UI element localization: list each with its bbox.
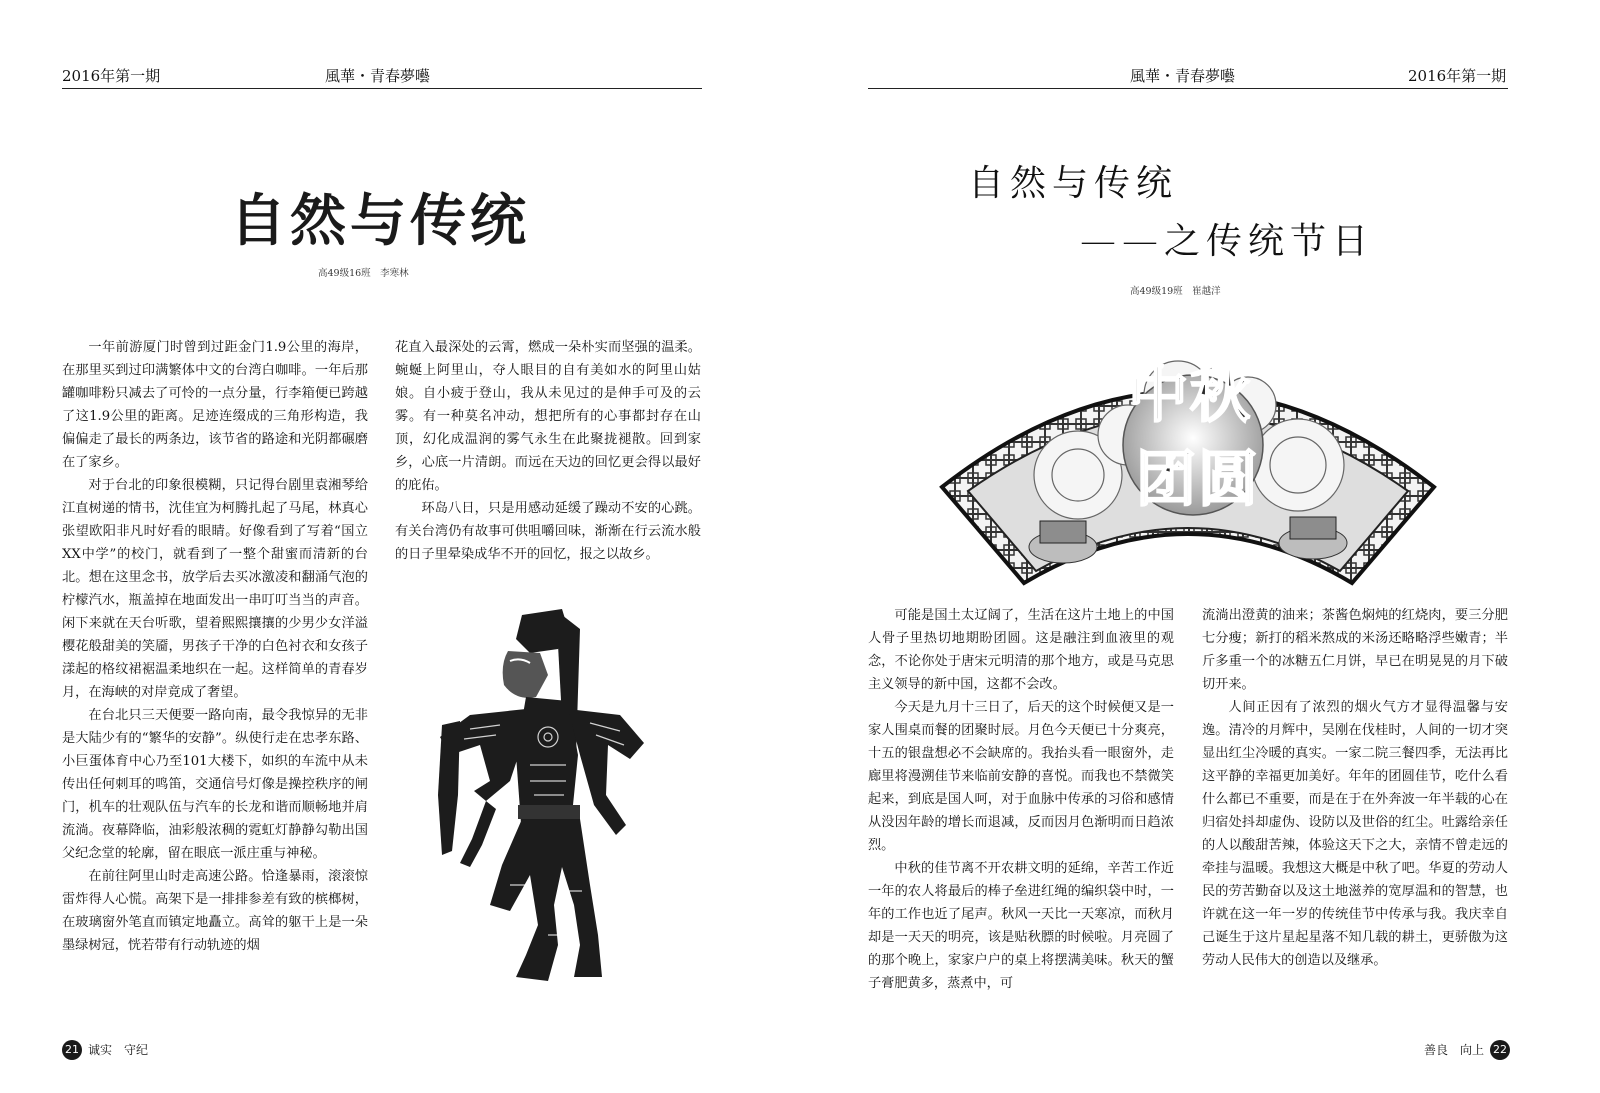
paragraph: 中秋的佳节离不开农耕文明的延绵，辛苦工作近一年的农人将最后的棒子垒进红绳的编织袋中时，一年的工作也近了尾声。秋风一天比一天寒凉，而秋月却是一天天的明亮，该是贴秋膘的时候啦。月亮圆了的那个晚上，家家户户的桌上将摆满美味。秋天的蟹子膏肥黄多，蒸煮中，可 xyxy=(868,861,1174,991)
paragraph: 在台北只三天便要一路向南，最令我惊异的无非是大陆少有的“繁华的安静”。纵使行走在忠孝东路、小巨蛋体育中心乃至101大楼下，如织的车流中从未传出任何刺耳的鸣笛，交通信号灯像是操控秩序的闸门，机车的壮观队伍与汽车的长龙和谐而顺畅地并肩流淌。夜幕降临，油彩般浓稠的霓虹灯静静勾勒出国父纪念堂的轮廓，留在眼底一派庄重与神秘。 xyxy=(62,708,368,861)
text-column-2 xyxy=(1202,604,1508,972)
shadow-puppet-illustration xyxy=(430,605,660,985)
paragraph: 环岛八日，只是用感动延缓了躁动不安的心跳。有关台湾仍有故事可供咀嚼回味，渐渐在行云流水般的日子里晕染成华不开的回忆，报之以故乡。 xyxy=(395,501,701,562)
header-rule xyxy=(62,88,702,89)
page-number: 22 xyxy=(1490,1040,1510,1060)
paragraph: 花直入最深处的云霄，燃成一朵朴实而坚强的温柔。蜿蜒上阿里山，夺人眼目的自有美如水的阿里山姑娘。自小疲于登山，我从未见过的是伸手可及的云雾。有一种莫名冲动，想把所有的心事都封存在山顶，幻化成温润的雾气永生在此聚拢褪散。回到家乡，心底一片清朗。而远在天边的回忆更会得以最好的庇佑。 xyxy=(395,340,701,493)
text-column-2 xyxy=(395,336,701,566)
footer-motto: 诚实 守纪 xyxy=(88,1043,149,1057)
issue-label: 2016年第一期 xyxy=(62,67,161,85)
column-name: 風華・青春夢囈 xyxy=(1130,67,1236,85)
column-name: 風華・青春夢囈 xyxy=(325,67,431,85)
footer-motto: 善良 向上 xyxy=(1423,1043,1484,1057)
page-footer xyxy=(1424,1040,1510,1060)
page-footer xyxy=(62,1040,148,1060)
header-rule xyxy=(868,88,1508,89)
paragraph: 在前往阿里山时走高速公路。恰逢暴雨，滚滚惊雷炸得人心慌。高架下是一排排参差有致的槟榔树，在玻璃窗外笔直而镇定地矗立。高耸的躯干上是一朵墨绿树冠，恍若带有行动轨迹的烟 xyxy=(62,869,368,953)
right-page xyxy=(800,0,1600,1093)
page-number: 21 xyxy=(62,1040,82,1060)
article-subtitle: ——之传统节日 xyxy=(1080,221,1375,262)
byline: 高49级16班 李寒林 xyxy=(318,268,409,279)
paragraph: 今天是九月十三日了，后天的这个时候便又是一家人围桌而餐的团聚时辰。月色今天便已十分爽亮，十五的银盘想必不会缺席的。我抬头看一眼窗外，走廊里将漫溯佳节来临前安静的喜悦。而我也不禁微笑起来，到底是国人呵，对于血脉中传承的习俗和感情从没因年龄的增长而退减，反而因月色渐明而日趋浓烈。 xyxy=(868,700,1174,853)
byline: 高49级19班 崔越洋 xyxy=(1130,286,1221,297)
fan-heading-1: 中秋 xyxy=(1128,361,1252,431)
mid-autumn-fan-illustration xyxy=(928,325,1448,590)
issue-label: 2016年第一期 xyxy=(1408,67,1507,85)
fan-heading-2: 团圆 xyxy=(1136,445,1260,515)
text-column-1 xyxy=(868,604,1174,995)
text-column-1 xyxy=(62,336,368,957)
paragraph: 可能是国土太辽阔了，生活在这片土地上的中国人骨子里热切地期盼团圆。这是融注到血液里的观念，不论你处于唐宋元明清的那个地方，或是马克思主义领导的新中国，这都不会改。 xyxy=(868,608,1174,692)
paragraph: 对于台北的印象很模糊，只记得台剧里袁湘琴给江直树递的情书，沈佳宜为柯腾扎起了马尾，林真心张望欧阳非凡时好看的眼睛。好像看到了写着“国立XX中学”的校门，就看到了一整个甜蜜而清新的台北。想在这里念书，放学后去买冰激凌和翻涌气泡的柠檬汽水，瓶盖掉在地面发出一串叮叮当当的声音。闲下来就在天台听歌，望着熙熙攘攘的少男少女洋溢樱花般甜美的笑靥，男孩子干净的白色衬衣和女孩子漾起的格纹裙裾温柔地织在一起。这样简单的青春岁月，在海峡的对岸竟成了奢望。 xyxy=(62,478,368,700)
article-title: 自然与传统 xyxy=(968,163,1179,204)
paragraph: 流淌出澄黄的油来；茶酱色焖炖的红烧肉，要三分肥七分瘦；新打的稻米熬成的米汤还略略浮些嫩青；半斤多重一个的冰糖五仁月饼，早已在明晃晃的月下破切开来。 xyxy=(1202,608,1508,692)
paragraph: 一年前游厦门时曾到过距金门1.9公里的海岸，在那里买到过印满繁体中文的台湾白咖啡。一年后那罐咖啡粉只减去了可怜的一点分量，行李箱便已跨越了这1.9公里的距离。足迹连缀成的三角形构造，我偏偏走了最长的两条边，该节省的路途和光阴都碾磨在了家乡。 xyxy=(62,340,368,470)
article-title: 自然与传统 xyxy=(230,189,530,254)
paragraph: 人间正因有了浓烈的烟火气方才显得温馨与安逸。清冷的月辉中，吴刚在伐桂时，人间的一切才突显出红尘冷暖的真实。一家二院三餐四季，无法再比这平静的幸福更加美好。年年的团圆佳节，吃什么看什么都已不重要，而是在于在外奔波一年半载的心在归宿处抖却虚伪、设防以及世俗的红尘。吐露给亲任的人以酸甜苦辣，体验这天下之大，亲情不曾走远的牵挂与温暖。我想这大概是中秋了吧。华夏的劳动人民的劳苦勤奋以及这土地滋养的宽厚温和的智慧，也许就在这一年一岁的传统佳节中传承与我。我庆幸自己诞生于这片星起星落不知几载的耕土，更骄傲为这劳动人民伟大的创造以及继承。 xyxy=(1202,700,1508,968)
